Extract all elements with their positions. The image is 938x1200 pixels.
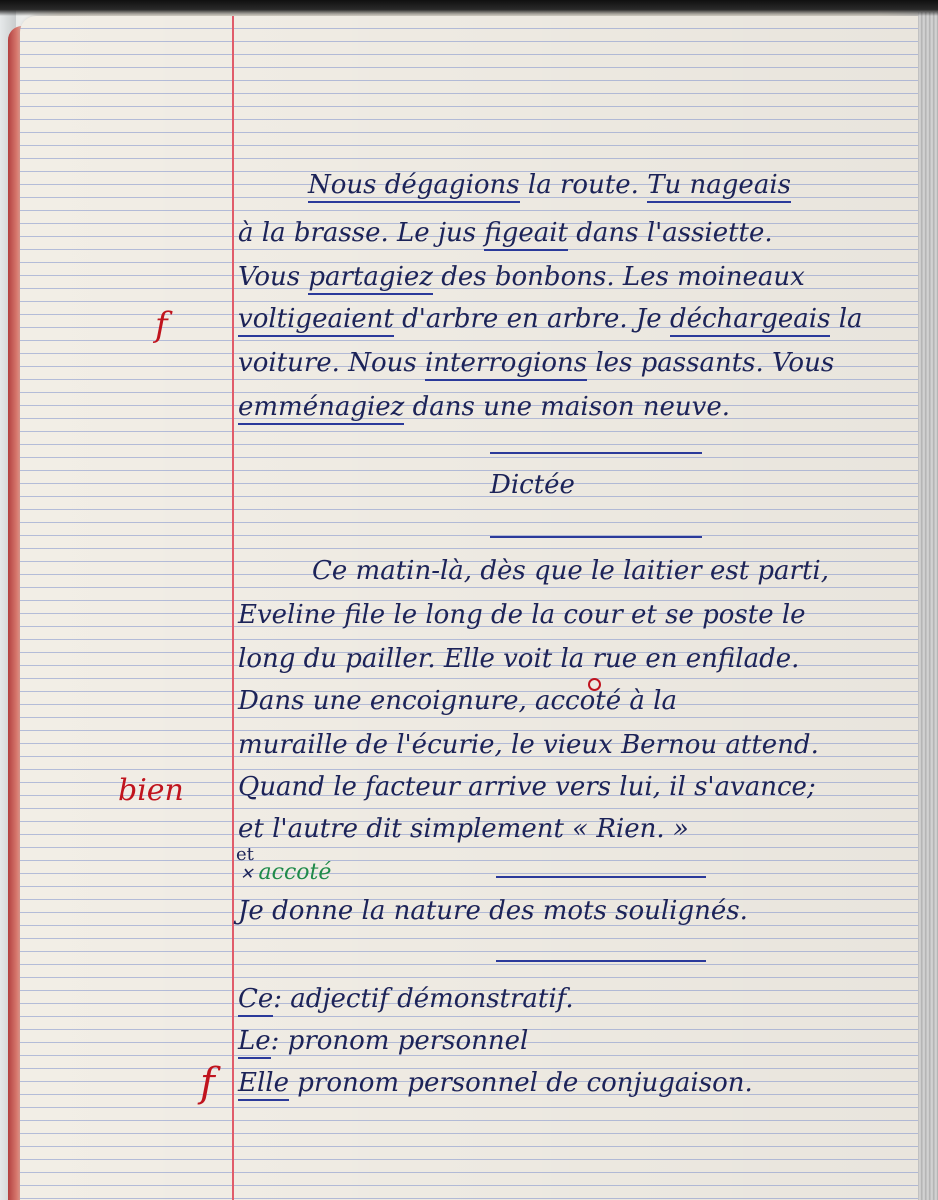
line-text: Quand le facteur arrive vers lui, il s'avance; — [238, 772, 816, 802]
line-text: Vous partagiez des bonbons. Les moineaux — [238, 262, 805, 295]
exercise-line-5 — [238, 348, 834, 378]
dictee-line-4 — [238, 686, 677, 716]
margin-mark-2: bien — [118, 773, 184, 808]
dictee-line-7 — [238, 814, 689, 844]
line-text: long du pailler. Elle voit la rue en enfilade. — [238, 644, 800, 674]
margin-mark-1: f — [155, 305, 168, 345]
line-text: Dans une encoignure, accoté à la — [238, 686, 677, 716]
exercise-line-3 — [238, 262, 805, 292]
section-rule-2 — [496, 960, 706, 962]
line-text: Ce matin-là, dès que le laitier est parti, — [312, 556, 830, 586]
heading-rule-bottom — [490, 536, 702, 538]
line-text: Nous dégagions la route. Tu nageais — [308, 170, 791, 203]
underlined-word: Ce — [238, 984, 273, 1017]
underlined-word: Elle — [238, 1068, 289, 1101]
line-text: muraille de l'écurie, le vieux Bernou attend. — [238, 730, 819, 760]
underlined-word: Nous dégagions — [308, 170, 520, 203]
margin-line — [232, 16, 234, 1200]
line-text: voltigeaient d'arbre en arbre. Je déchargeais la — [238, 304, 863, 337]
answer-1 — [238, 984, 574, 1014]
underlined-word: Le — [238, 1026, 271, 1059]
underlined-word: figeait — [484, 218, 568, 251]
correction-circle — [588, 678, 601, 691]
line-text: Elle pronom personnel de conjugaison. — [238, 1068, 753, 1101]
dictee-line-6 — [238, 772, 816, 802]
answer-3 — [238, 1068, 753, 1098]
line-text: Ce: adjectif démonstratif. — [238, 984, 574, 1017]
heading: Dictée — [490, 470, 575, 500]
instruction — [238, 896, 748, 926]
page-stack-edge — [918, 12, 938, 1200]
line-text: voiture. Nous interrogions les passants. Vous — [238, 348, 834, 381]
exercise-line-6 — [238, 392, 730, 422]
dictee-line-2 — [238, 600, 806, 630]
dictee-line-3 — [238, 644, 799, 674]
exercise-line-1 — [308, 170, 791, 200]
margin-mark-3: f — [200, 1060, 215, 1106]
exercise-line-4 — [238, 304, 863, 334]
exercise-line-2 — [238, 218, 773, 248]
top-shadow — [0, 0, 938, 16]
dictee-line-5 — [238, 730, 819, 760]
underlined-word: déchargeais — [670, 304, 830, 337]
answer-2 — [238, 1026, 528, 1056]
heading-rule-top — [490, 452, 702, 454]
correction-accote: accoté — [258, 860, 332, 885]
section-rule-1 — [496, 876, 706, 878]
underlined-word: emménagiez — [238, 392, 404, 425]
underlined-word: Tu nageais — [647, 170, 791, 203]
correction-accote-line: ✕ accoté — [240, 860, 332, 885]
dictee-line-1 — [312, 556, 829, 586]
line-text: et l'autre dit simplement « Rien. » — [238, 814, 689, 844]
underlined-word: voltigeaient — [238, 304, 394, 337]
line-text: emménagiez dans une maison neuve. — [238, 392, 730, 425]
line-text: à la brasse. Le jus figeait dans l'assiette. — [238, 218, 773, 251]
correction-et: et — [236, 844, 254, 865]
line-text: Eveline file le long de la cour et se poste le — [238, 600, 806, 630]
underlined-word: interrogions — [425, 348, 587, 381]
line-text: Je donne la nature des mots soulignés. — [238, 896, 748, 926]
line-text: Le: pronom personnel — [238, 1026, 528, 1059]
underlined-word: partagiez — [308, 262, 433, 295]
